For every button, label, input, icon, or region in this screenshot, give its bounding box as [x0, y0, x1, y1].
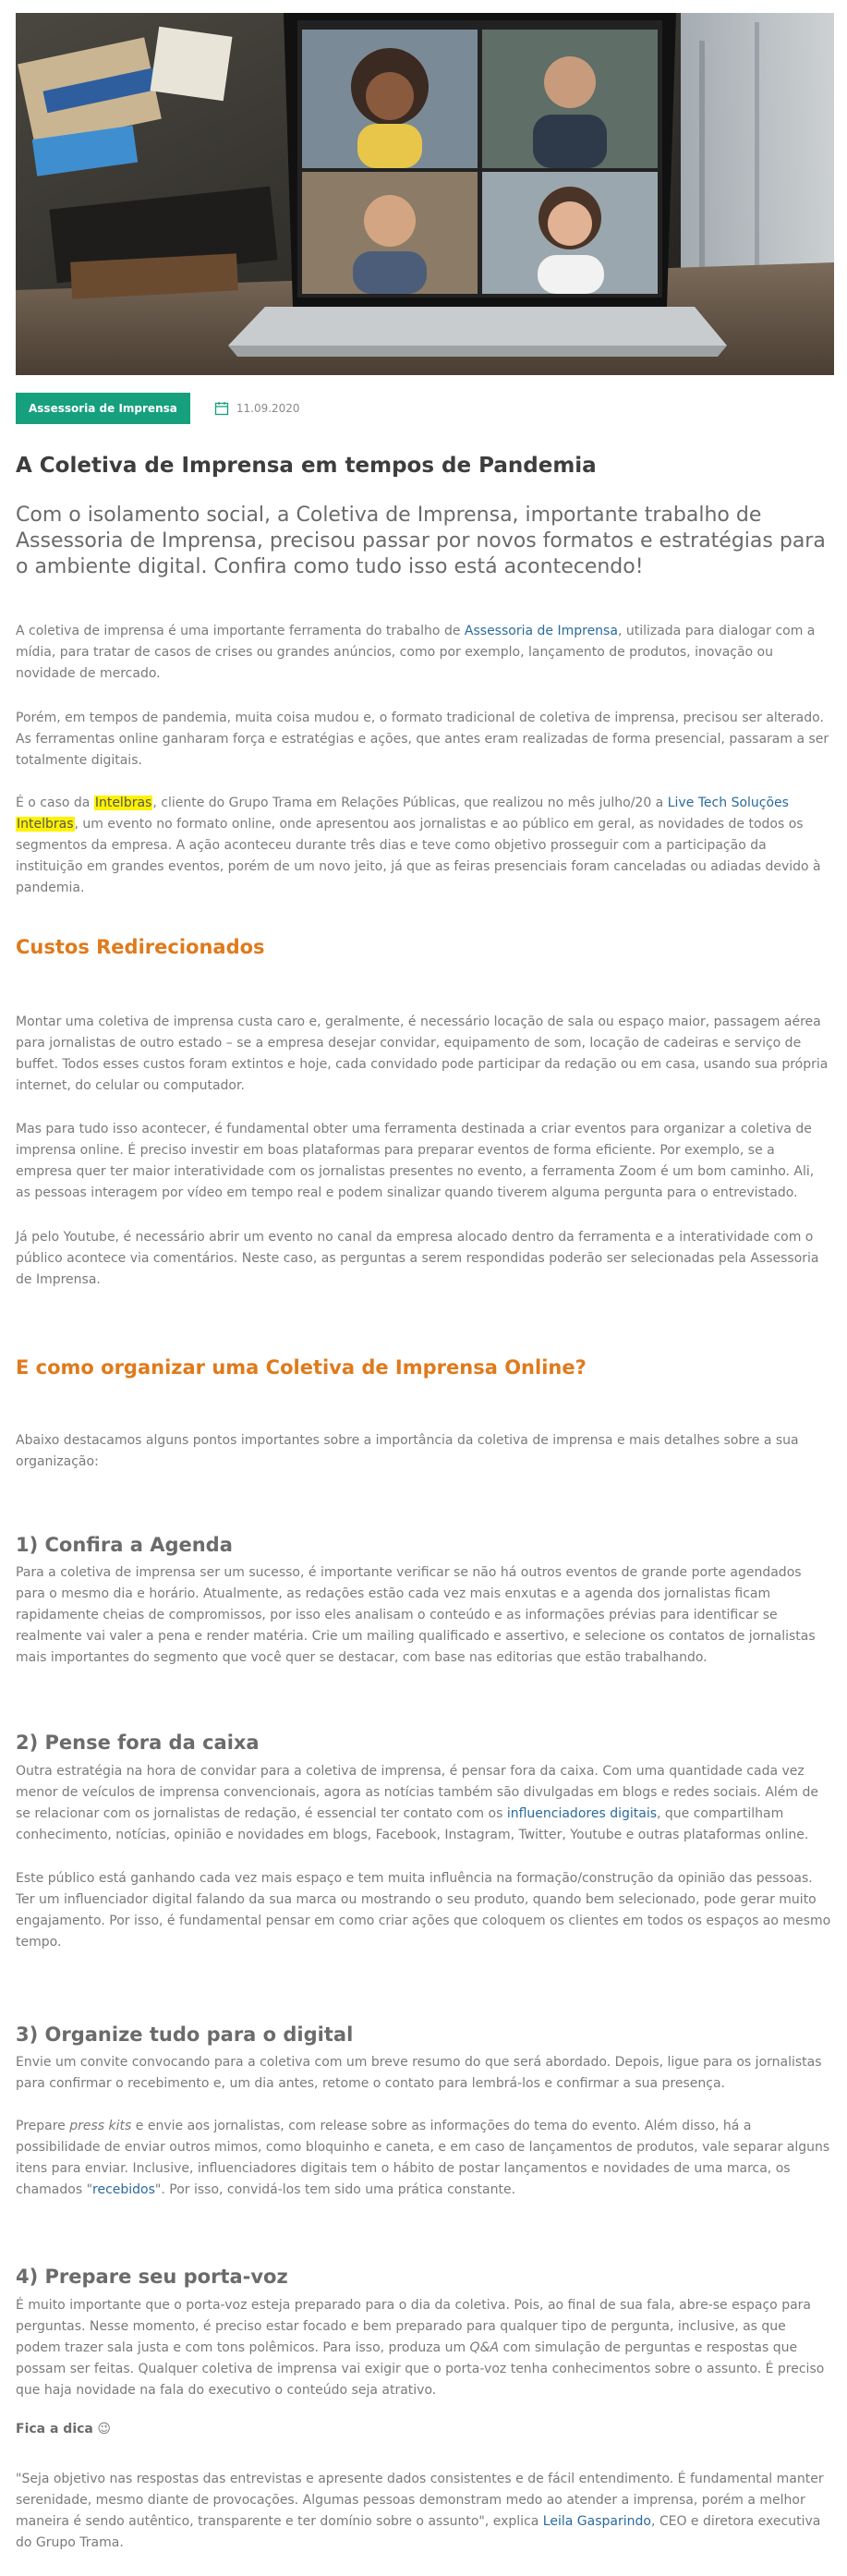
paragraph: Este público está ganhando cada vez mais espaço e tem muita influência na formação/construção da opinião das pessoas. Ter um influenciador digital falando da sua marca ou mostrando o seu produto, quando bem selecionado, pode gerar muito engajamento. Por isso, é fundamental pensar em como criar ações que coloquem os clientes em todos os espaços ao mesmo tempo. — [16, 1871, 831, 1950]
section-heading — [16, 1532, 832, 1558]
section-heading — [16, 1355, 832, 1380]
paragraph: É muito importante que o porta-voz esteja preparado para o dia da coletiva. Pois, ao final de sua fala, abre-se espaço para perguntas. Nesse momento, é preciso estar focado e bem preparado para qualquer tipo de pergunta, inclusive, as que podem trazer sala justa e com tons polêmicos. Para isso, produza um Q&A com simulação de perguntas e respostas que possam ser feitas. Qualquer coletiva de imprensa vai exigir que o porta-voz tenha conhecimentos sobre o assunto. É preciso que haja novidade na fala do executivo o conteúdo seja atrativo. — [16, 2298, 825, 2398]
tip-label: Fica a dica — [16, 2422, 93, 2436]
link-recebidos[interactable]: recebidos — [92, 2182, 155, 2197]
article-title: A Coletiva de Imprensa em tempos de Pandemia — [16, 454, 597, 478]
post-meta — [16, 393, 300, 424]
highlight-intelbras: Intelbras — [94, 796, 152, 810]
link-live-tech[interactable]: Live Tech Soluções — [667, 796, 789, 810]
article-body — [16, 442, 832, 2550]
wink-emoji-icon: 😉 — [97, 2422, 111, 2436]
section-heading — [16, 934, 832, 960]
paragraph: Abaixo destacamos alguns pontos importantes sobre a importância da coletiva de imprensa e mais detalhes sobre a sua organização: — [16, 1433, 799, 1469]
article-lead: Com o isolamento social, a Coletiva de Imprensa, importante trabalho de Assessoria de Imprensa, precisou passar por novos formatos e estratégias para o ambiente digital. Confira como tudo isso está acontecendo! — [16, 504, 826, 578]
link-influenciadores[interactable]: influenciadores digitais — [506, 1806, 657, 1821]
post-date — [214, 401, 300, 416]
paragraph: Para a coletiva de imprensa ser um sucesso, é importante verificar se não há outros eventos de grande porte agendados para o mesmo dia e horário. Atualmente, as redações estão cada vez mais enxutas e a agenda dos jornalistas ficam rapidamente cheias de compromissos, por isso eles analisam o conteúdo e as informações prévias para identificar se realmente vai valer a pena e render matéria. Crie um mailing qualificado e assertivo, e selecione os contatos de jornalistas mais importantes do segmento que você quer se destacar, com base nas editorias que estão trabalhando. — [16, 1565, 816, 1665]
paragraph: A coletiva de imprensa é uma importante ferramenta do trabalho de Assessoria de Imprensa, utilizada para dialogar com a mídia, para tratar de casos de crises ou grandes anúncios, como por exemplo, lançamento de produtos, inovação ou novidade de mercado. — [16, 624, 816, 681]
date-text: 11.09.2020 — [236, 402, 300, 415]
heading-custos: Custos Redirecionados — [16, 936, 265, 958]
link-assessoria[interactable]: Assessoria de Imprensa — [464, 624, 618, 638]
category-badge[interactable]: Assessoria de Imprensa — [16, 393, 190, 424]
highlight-intelbras: Intelbras — [17, 817, 74, 832]
paragraph: Mas para tudo isso acontecer, é fundamental obter uma ferramenta destinada a criar eventos para organizar a coletiva de imprensa online. É preciso investir em boas plataformas para preparar eventos de forma eficiente. Por exemplo, se a empresa quer ter maior interatividade com os jornalistas presentes no evento, a ferramenta Zoom é um bom caminho. Ali, as pessoas interagem por vídeo em tempo real e podem sinalizar quando tiverem alguma pergunta para o entrevistado. — [16, 1122, 815, 1200]
calendar-icon — [214, 401, 229, 416]
section-heading — [16, 2022, 832, 2047]
heading-como-organizar: E como organizar uma Coletiva de Imprensa Online? — [16, 1356, 587, 1379]
section-heading — [16, 1730, 832, 1756]
heading-pense-fora: 2) Pense fora da caixa — [16, 1732, 260, 1754]
paragraph: Envie um convite convocando para a coletiva com um breve resumo do que será abordado. Depois, ligue para os jornalistas para confirmar o recebimento e, um dia antes, retome o contato para lembrá-los e confirmar a sua presença. — [16, 2055, 822, 2091]
paragraph: "Seja objetivo nas respostas das entrevistas e apresente dados consistentes e de fácil entendimento. É fundamental manter serenidade, mesmo diante de provocações. Algumas pessoas demonstram medo ao atender a imprensa, porém a melhor maneira é sendo autêntico, transparente e ter domínio sobre o assunto", explica Leila Gasparindo, CEO e diretora executiva do Grupo Trama. — [16, 2472, 824, 2550]
paragraph: É o caso da Intelbras, cliente do Grupo Trama em Relações Públicas, que realizou no mês julho/20 a Live Tech Soluções Intelbras, um evento no formato online, onde apresentou aos jornalistas e ao público em geral, as novidades de todos os segmentos da empresa. A ação aconteceu durante três dias e teve como objetivo prosseguir com a participação da instituição em grandes eventos, porém de um novo jeito, já que as feiras presenciais foram canceladas ou adiadas devido à pandemia. — [16, 796, 821, 895]
link-leila-gasparindo[interactable]: Leila Gasparindo — [542, 2514, 651, 2529]
heading-organize-digital: 3) Organize tudo para o digital — [16, 2023, 354, 2046]
hero-image — [16, 13, 834, 375]
paragraph: Outra estratégia na hora de convidar para a coletiva de imprensa, é pensar fora da caixa. Com uma quantidade cada vez menor de veículos de imprensa convencionais, agora as notícias também são divulgadas em blogs e redes sociais. Além de se relacionar com os jornalistas de redação, é essencial ter contato com os influenciadores digitais, que compartilham conhecimento, notícias, opinião e novidades em blogs, Facebook, Instagram, Twitter, Youtube e outras plataformas online. — [16, 1764, 818, 1842]
section-heading — [16, 2264, 832, 2290]
paragraph: Porém, em tempos de pandemia, muita coisa mudou e, o formato tradicional de coletiva de imprensa, precisou ser alterado. As ferramentas online ganharam força e estratégias e ações, que antes eram realizadas de forma presencial, passaram a ser totalmente digitais. — [16, 711, 829, 768]
paragraph: Montar uma coletiva de imprensa custa caro e, geralmente, é necessário locação de sala ou espaço maior, passagem aérea para jornalistas de outro estado – se a empresa desejar convidar, equipamento de som, locação de cadeiras e serviço de buffet. Todos esses custos foram extintos e hoje, cada convidado pode participar da redação ou em casa, usando sua própria internet, do celular ou computador. — [16, 1015, 829, 1093]
paragraph: Prepare press kits e envie aos jornalistas, com release sobre as informações do tema do evento. Além disso, há a possibilidade de enviar outros mimos, como bloquinho e caneta, e em caso de lançamentos de produtos, vale separar alguns itens para enviar. Inclusive, influenciadores digitais tem o hábito de postar lançamentos e novidades de uma marca, os chamados "recebidos". Por isso, convidá-los tem sido uma prática constante. — [16, 2119, 830, 2197]
heading-porta-voz: 4) Prepare seu porta-voz — [16, 2266, 288, 2288]
tip-line — [16, 2419, 832, 2440]
paragraph: Já pelo Youtube, é necessário abrir um evento no canal da empresa alocado dentro da ferramenta e a interatividade com o público acontece via comentários. Neste caso, as perguntas a serem respondidas poderão ser selecionadas pela Assessoria de Imprensa. — [16, 1230, 819, 1287]
heading-confira-agenda: 1) Confira a Agenda — [16, 1534, 233, 1556]
